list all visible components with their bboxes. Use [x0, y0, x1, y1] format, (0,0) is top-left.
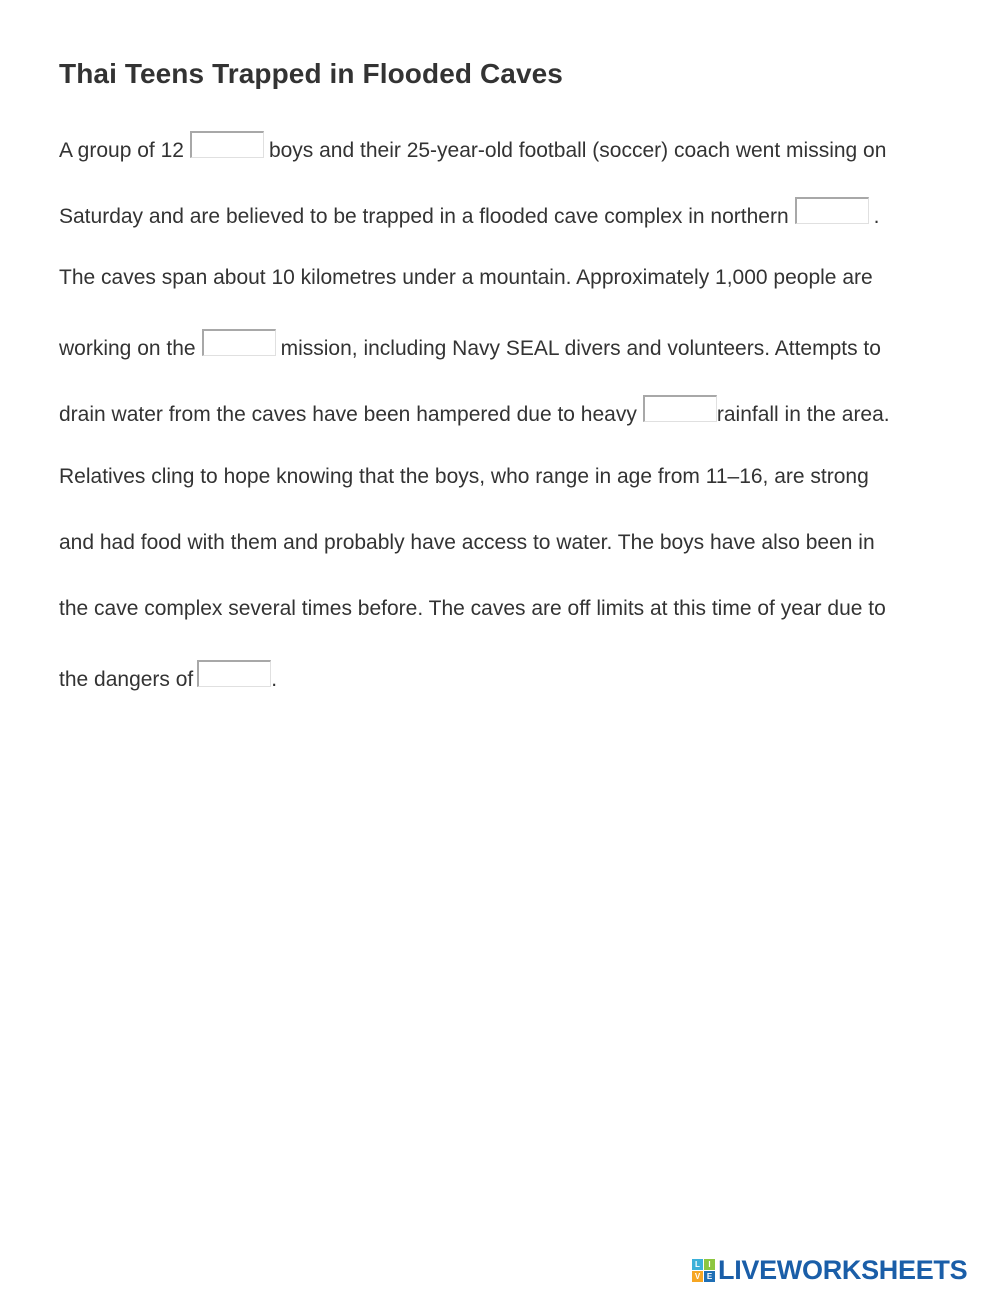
line-5-text-after: rainfall in the area. [716, 403, 890, 426]
logo-mark-icon [692, 1259, 715, 1282]
line-1-text-before: A group of 12 [59, 139, 184, 162]
blank-1-input[interactable] [190, 131, 264, 158]
logo-wordmark: LIVEWORKSHEETS [718, 1254, 968, 1285]
line-2-text-before: Saturday and are believed to be trapped in a flooded cave complex in northern [59, 205, 789, 228]
worksheet-title: Thai Teens Trapped in Flooded Caves [59, 58, 563, 89]
text-line-9 [59, 660, 277, 695]
text-line-5 [59, 395, 890, 430]
line-2-text-after: . [873, 205, 880, 228]
line-5-text-before: drain water from the caves have been hampered due to heavy [59, 403, 637, 426]
line-1-text-after: boys and their 25-year-old football (soccer) coach went missing on [268, 139, 887, 162]
line-8-text: the cave complex several times before. The caves are off limits at this time of year due to [59, 597, 886, 620]
text-line-8 [59, 594, 886, 624]
text-line-2 [59, 197, 880, 232]
line-6-text: Relatives cling to hope knowing that the boys, who range in age from 11–16, are strong [59, 465, 869, 488]
liveworksheets-logo [692, 1256, 967, 1284]
line-9-text-before: the dangers of [59, 668, 194, 691]
text-line-1 [59, 131, 886, 166]
line-4-text-before: working on the [59, 337, 196, 360]
blank-3-input[interactable] [202, 329, 276, 356]
text-line-6 [59, 462, 869, 492]
text-line-4 [59, 329, 881, 364]
blank-2-input[interactable] [795, 197, 869, 224]
logo-letter-e: E [704, 1271, 715, 1282]
line-9-text-after: . [271, 668, 278, 691]
text-line-3 [59, 263, 873, 293]
line-7-text: and had food with them and probably have access to water. The boys have also been in [59, 531, 875, 554]
blank-4-input[interactable] [643, 395, 717, 422]
text-line-7 [59, 528, 875, 558]
logo-letter-v: V [692, 1271, 703, 1282]
line-4-text-after: mission, including Navy SEAL divers and volunteers. Attempts to [280, 337, 881, 360]
logo-letter-i: I [704, 1259, 715, 1270]
blank-5-input[interactable] [197, 660, 271, 687]
line-3-text: The caves span about 10 kilometres under a mountain. Approximately 1,000 people are [59, 266, 873, 289]
logo-letter-l: L [692, 1259, 703, 1270]
